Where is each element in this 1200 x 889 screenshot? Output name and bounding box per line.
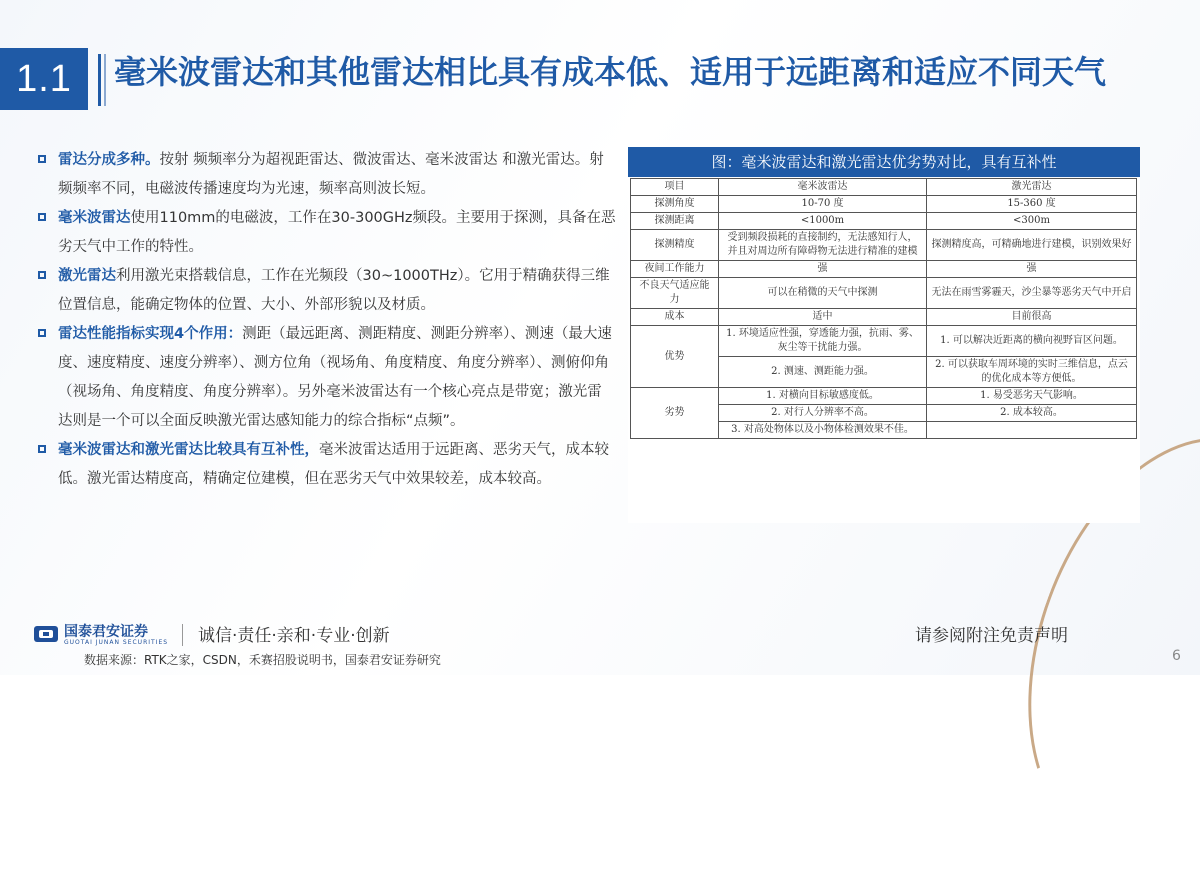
table-cell: 探测精度 xyxy=(631,230,719,261)
bullet-item xyxy=(36,262,616,320)
table-header-cell: 毫米波雷达 xyxy=(719,179,927,196)
bullet-highlight: 雷达性能指标实现4个作用： xyxy=(58,326,243,342)
table-cell: 探测角度 xyxy=(631,196,719,213)
company-logo xyxy=(34,621,184,651)
table-cell: 成本 xyxy=(631,309,719,326)
table-cell: 10-70 度 xyxy=(719,196,927,213)
table-cell: 2. 测速、测距能力强。 xyxy=(719,357,927,388)
table-cell: 无法在雨雪雾霾天，沙尘暴等恶劣天气中开启 xyxy=(927,278,1137,309)
bullet-highlight: 雷达分成多种。 xyxy=(58,152,160,168)
table-cell: 可以在稍微的天气中探测 xyxy=(719,278,927,309)
square-bullet-icon xyxy=(38,445,46,453)
table-cell: 强 xyxy=(927,261,1137,278)
table-cell xyxy=(927,422,1137,439)
title-divider-thin xyxy=(104,54,106,106)
page-number: 6 xyxy=(1172,648,1181,664)
logo-mark-icon xyxy=(34,623,58,645)
table-cell: 探测精度高，可精确地进行建模，识别效果好 xyxy=(927,230,1137,261)
square-bullet-icon xyxy=(38,271,46,279)
table-cell: 适中 xyxy=(719,309,927,326)
logo-text: 国泰君安证券 xyxy=(64,624,148,640)
table-cell: 1. 可以解决近距离的横向视野盲区问题。 xyxy=(927,326,1137,357)
bullet-list xyxy=(36,146,616,494)
table-cell: 15-360 度 xyxy=(927,196,1137,213)
bullet-text: 利用激光束搭载信息，工作在光频段（30~1000THz）。它用于精确获得三维位置信息，能确定物体的位置、大小、外部形貌以及材质。 xyxy=(58,268,610,313)
logo-subtext: GUOTAI JUNAN SECURITIES xyxy=(64,639,169,646)
title-divider xyxy=(98,54,101,106)
table-cell: <300m xyxy=(927,213,1137,230)
table-header-cell: 项目 xyxy=(631,179,719,196)
bullet-item xyxy=(36,320,616,436)
table-cell: 1. 易受恶劣天气影响。 xyxy=(927,388,1137,405)
square-bullet-icon xyxy=(38,155,46,163)
table-cell: 目前很高 xyxy=(927,309,1137,326)
table-cell: 受到频段损耗的直接制约，无法感知行人，并且对周边所有障碍物无法进行精准的建模 xyxy=(719,230,927,261)
disclaimer-note: 请参阅附注免责声明 xyxy=(915,626,1068,646)
table-header-row xyxy=(631,179,1137,196)
table-cell: 探测距离 xyxy=(631,213,719,230)
bullet-text: 毫米波雷达适用于远距离、恶劣天气，成本较低。激光雷达精度高，精确定位建模，但在恶劣天气中效果较差，成本较高。 xyxy=(58,442,609,487)
bullet-text: 测距（最远距离、测距精度、测距分辨率）、测速（最大速度、速度精度、速度分辨率）、测方位角（视场角、角度精度、角度分辨率）、测俯仰角（视场角、角度精度、角度分辨率）。另外毫米波雷达有一个核心亮点是带宽；激光雷达则是一个可以全面反映激光雷达感知能力的综合指标“点频”。 xyxy=(58,326,612,429)
table-cell: 2. 成本较高。 xyxy=(927,405,1137,422)
table-cell: 2. 对行人分辨率不高。 xyxy=(719,405,927,422)
bullet-item xyxy=(36,146,616,204)
bullet-highlight: 毫米波雷达 xyxy=(58,210,131,226)
table-cell: 强 xyxy=(719,261,927,278)
section-number-badge: 1.1 xyxy=(0,48,88,110)
table-row xyxy=(631,261,1137,278)
table-fade xyxy=(628,508,1140,523)
bullet-item xyxy=(36,436,616,494)
comparison-table-image xyxy=(628,178,1140,523)
table-header-cell: 激光雷达 xyxy=(927,179,1137,196)
figure-caption: 图：毫米波雷达和激光雷达优劣势对比，具有互补性 xyxy=(628,147,1140,177)
table-cell: 3. 对高处物体以及小物体检测效果不佳。 xyxy=(719,422,927,439)
bullet-highlight: 激光雷达 xyxy=(58,268,116,284)
table-row xyxy=(631,213,1137,230)
bullet-text: 使用110mm的电磁波，工作在30-300GHz频段。主要用于探测，具备在恶劣天气中工作的特性。 xyxy=(58,210,616,255)
table-cell: 1. 对横向目标敏感度低。 xyxy=(719,388,927,405)
comparison-table xyxy=(630,178,1137,439)
bullet-item xyxy=(36,204,616,262)
square-bullet-icon xyxy=(38,213,46,221)
table-cell: 夜间工作能力 xyxy=(631,261,719,278)
table-row xyxy=(631,388,1137,405)
table-cell: <1000m xyxy=(719,213,927,230)
footer-divider xyxy=(182,624,183,646)
square-bullet-icon xyxy=(38,329,46,337)
table-row xyxy=(631,230,1137,261)
company-slogan: 诚信·责任·亲和·专业·创新 xyxy=(198,626,390,646)
page-title: 毫米波雷达和其他雷达相比具有成本低、适用于远距离和适应不同天气 xyxy=(114,53,1107,91)
table-cell: 优势 xyxy=(631,326,719,388)
table-row xyxy=(631,196,1137,213)
table-row xyxy=(631,309,1137,326)
table-cell: 劣势 xyxy=(631,388,719,439)
table-row xyxy=(631,278,1137,309)
bullet-text: 按射 频频率分为超视距雷达、微波雷达、毫米波雷达 和激光雷达。射频频率不同，电磁波传播速度均为光速，频率高则波长短。 xyxy=(58,152,604,197)
table-cell: 2. 可以获取车周环境的实时三维信息，点云的优化成本等方便低。 xyxy=(927,357,1137,388)
bullet-highlight: 毫米波雷达和激光雷达比较具有互补性， xyxy=(58,442,319,458)
table-cell: 1. 环境适应性强，穿透能力强，抗雨、雾、灰尘等干扰能力强。 xyxy=(719,326,927,357)
table-row xyxy=(631,326,1137,357)
table-cell: 不良天气适应能力 xyxy=(631,278,719,309)
data-source: 数据来源：RTK之家，CSDN，禾赛招股说明书，国泰君安证券研究 xyxy=(84,653,441,667)
